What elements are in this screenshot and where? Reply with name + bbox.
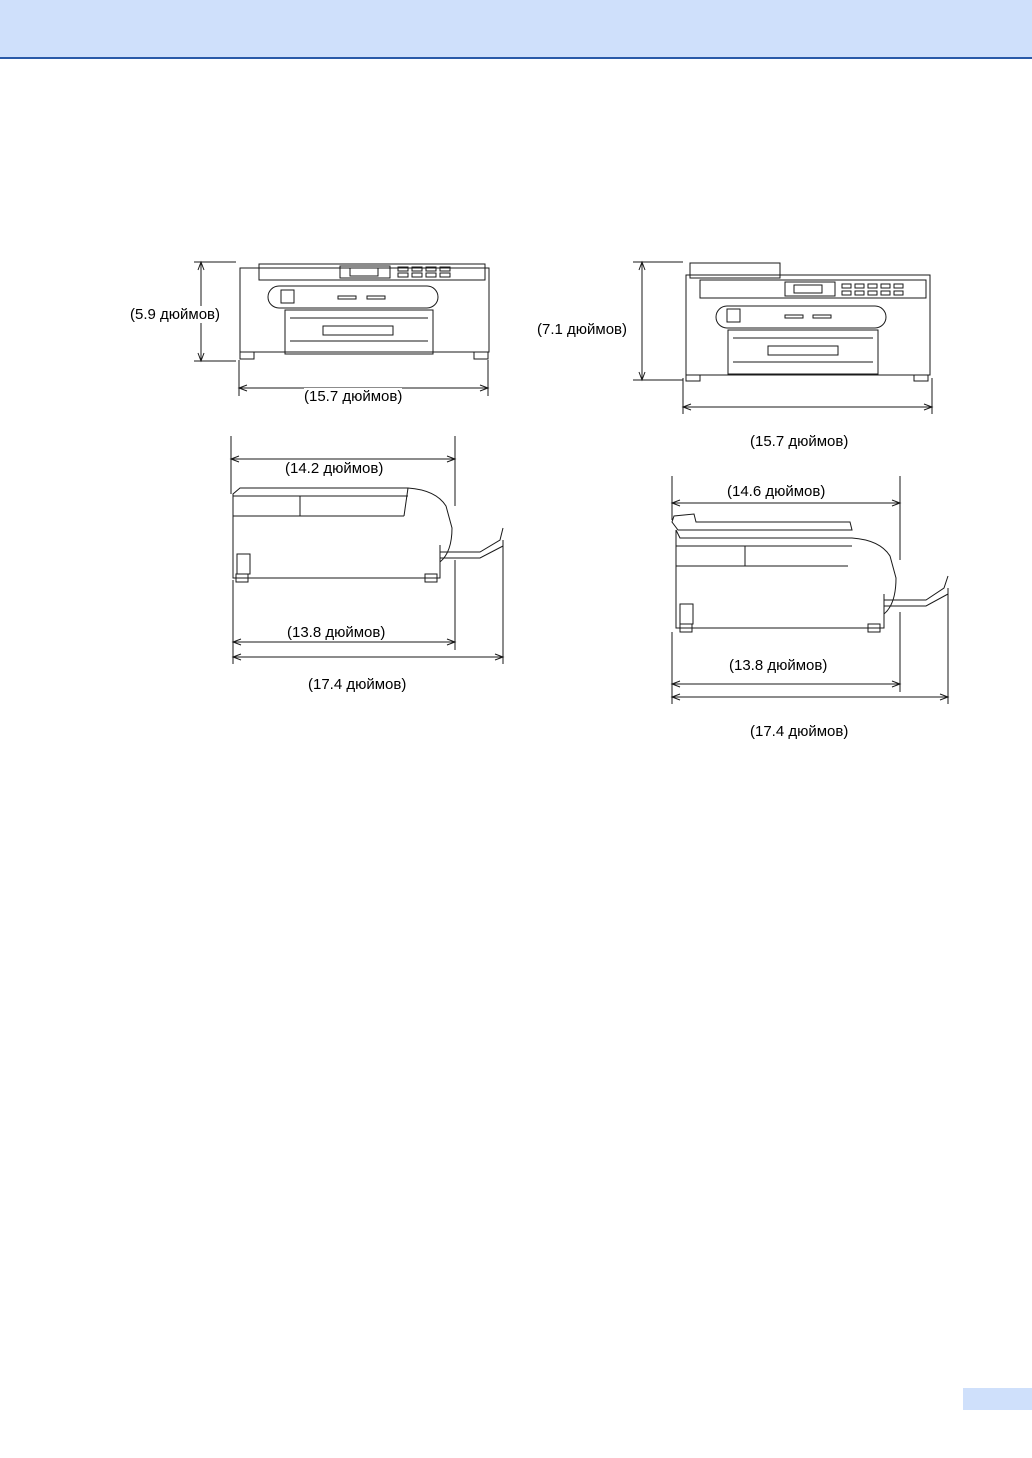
side-small-depth-top-label: (14.2 дюймов)	[285, 460, 384, 477]
page-number-tab	[963, 1388, 1032, 1410]
side-large-depth-total-label: (17.4 дюймов)	[750, 723, 849, 740]
side-small-depth-body-label: (13.8 дюймов)	[287, 624, 386, 641]
front-view-small	[194, 262, 489, 396]
side-large-depth-top-label: (14.6 дюймов)	[727, 483, 826, 500]
front-view-large	[633, 262, 932, 414]
side-small-depth-total-label: (17.4 дюймов)	[308, 676, 407, 693]
front-small-height-label: (5.9 дюймов)	[130, 306, 221, 323]
front-small-width-label: (15.7 дюймов)	[304, 388, 403, 405]
front-large-height-label: (7.1 дюймов)	[537, 321, 628, 338]
side-large-depth-body-label: (13.8 дюймов)	[729, 657, 828, 674]
front-large-width-label: (15.7 дюймов)	[750, 433, 849, 450]
